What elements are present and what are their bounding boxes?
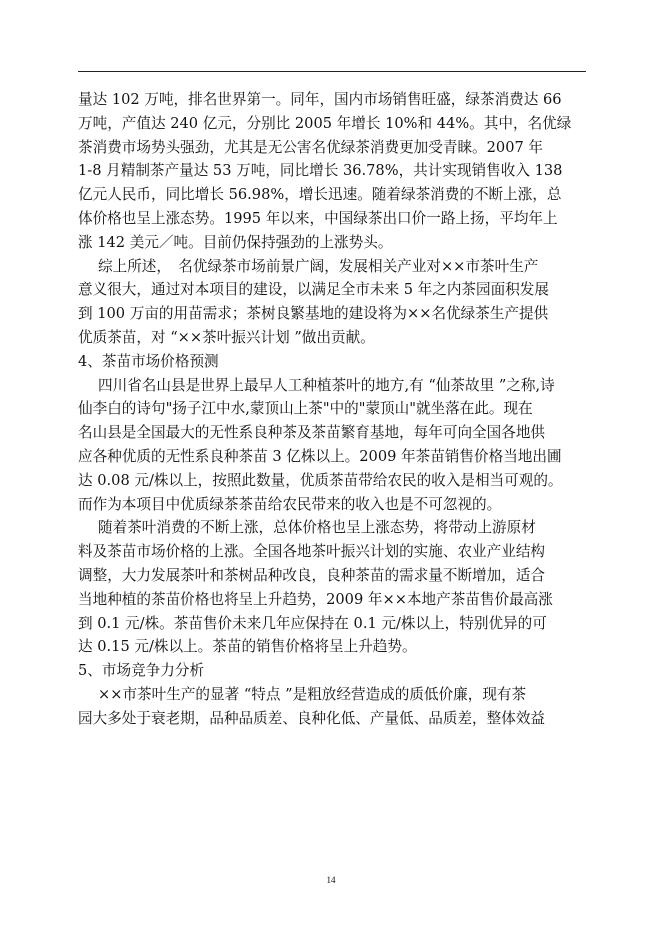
section-heading-4: 4、茶苗市场价格预测 [78, 352, 219, 370]
text-line: 涨 142 美元／吨。目前仍保持强劲的上涨势头。 [78, 233, 393, 251]
text-line: 料及茶苗市场价格的上涨。全国各地茶叶振兴计划的实施、农业产业结构 [78, 543, 546, 561]
text-line: 到 0.1 元/株。茶苗售价未来几年应保持在 0.1 元/株以上，特别优异的可 [78, 614, 547, 632]
text-line: 调整，大力发展茶叶和茶树品种改良，良种茶苗的需求量不断增加，适合 [78, 566, 546, 584]
text-line: 亿元人民币，同比增长 56.98%，增长迅速。随着绿茶消费的不断上涨，总 [78, 186, 562, 204]
text-line: 综上所述， 名优绿茶市场前景广阔，发展相关产业对××市茶叶生产 [98, 257, 539, 275]
text-line: 应各种优质的无性系良种茶苗 3 亿株以上。2009 年茶苗销售价格当地出圃 [78, 447, 562, 465]
text-line: 茶消费市场势头强劲，尤其是无公害名优绿茶消费更加受青睐。2007 年 [78, 138, 544, 156]
text-line: 园大多处于衰老期，品种品质差、良种化低、产量低、品质差，整体效益 [78, 709, 546, 727]
text-line: 体价格也呈上涨态势。1995 年以来，中国绿茶出口价一路上扬，平均年上 [78, 209, 558, 227]
text-line: 达 0.15 元/株以上。茶苗的销售价格将呈上升趋势。 [78, 638, 417, 656]
text-line: 1-8 月精制茶产量达 53 万吨，同比增长 36.78%，共计实现销售收入 138 [78, 162, 563, 180]
text-line: 随着茶叶消费的不断上涨，总体价格也呈上涨态势，将带动上游原材 [98, 519, 536, 537]
header-rule [78, 71, 586, 72]
text-line: 万吨，产值达 240 亿元，分别比 2005 年增长 10%和 44%。其中，名优绿 [78, 114, 572, 132]
text-line: 名山县是全国最大的无性系良种茶及茶苗繁育基地，每年可向全国各地供 [78, 424, 546, 442]
text-line: 优质茶苗，对 “××茶叶振兴计划 ”做出贡献。 [78, 328, 375, 346]
text-line: 仙李白的诗句"扬子江中水,蒙顶山上茶"中的"蒙顶山"就坐落在此。现在 [78, 400, 533, 418]
page-number: 14 [326, 875, 336, 885]
text-line: 量达 102 万吨，排名世界第一。同年，国内市场销售旺盛，绿茶消费达 66 [78, 91, 562, 108]
section-heading-5: 5、市场竞争力分析 [78, 662, 205, 680]
document-body [78, 88, 586, 731]
text-line: 当地种植的茶苗价格也将呈上升趋势，2009 年××本地产茶苗售价最高涨 [78, 590, 553, 608]
text-line: 达 0.08 元/株以上，按照此数量，优质茶苗带给农民的收入是相当可观的。 [78, 471, 563, 489]
text-line: 四川省名山县是世界上最早人工种植茶叶的地方,有 “仙茶故里 ”之称,诗 [98, 376, 555, 394]
text-line: ××市茶叶生产的显著 “特点 ”是粗放经营造成的质低价廉，现有茶 [98, 685, 527, 703]
text-line: 意义很大，通过对本项目的建设，以满足全市未来 5 年之内茶园面积发展 [78, 281, 549, 299]
text-line: 而作为本项目中优质绿茶茶苗给农民带来的收入也是不可忽视的。 [78, 495, 502, 513]
text-line: 到 100 万亩的用苗需求；茶树良繁基地的建设将为××名优绿茶生产提供 [78, 305, 549, 323]
